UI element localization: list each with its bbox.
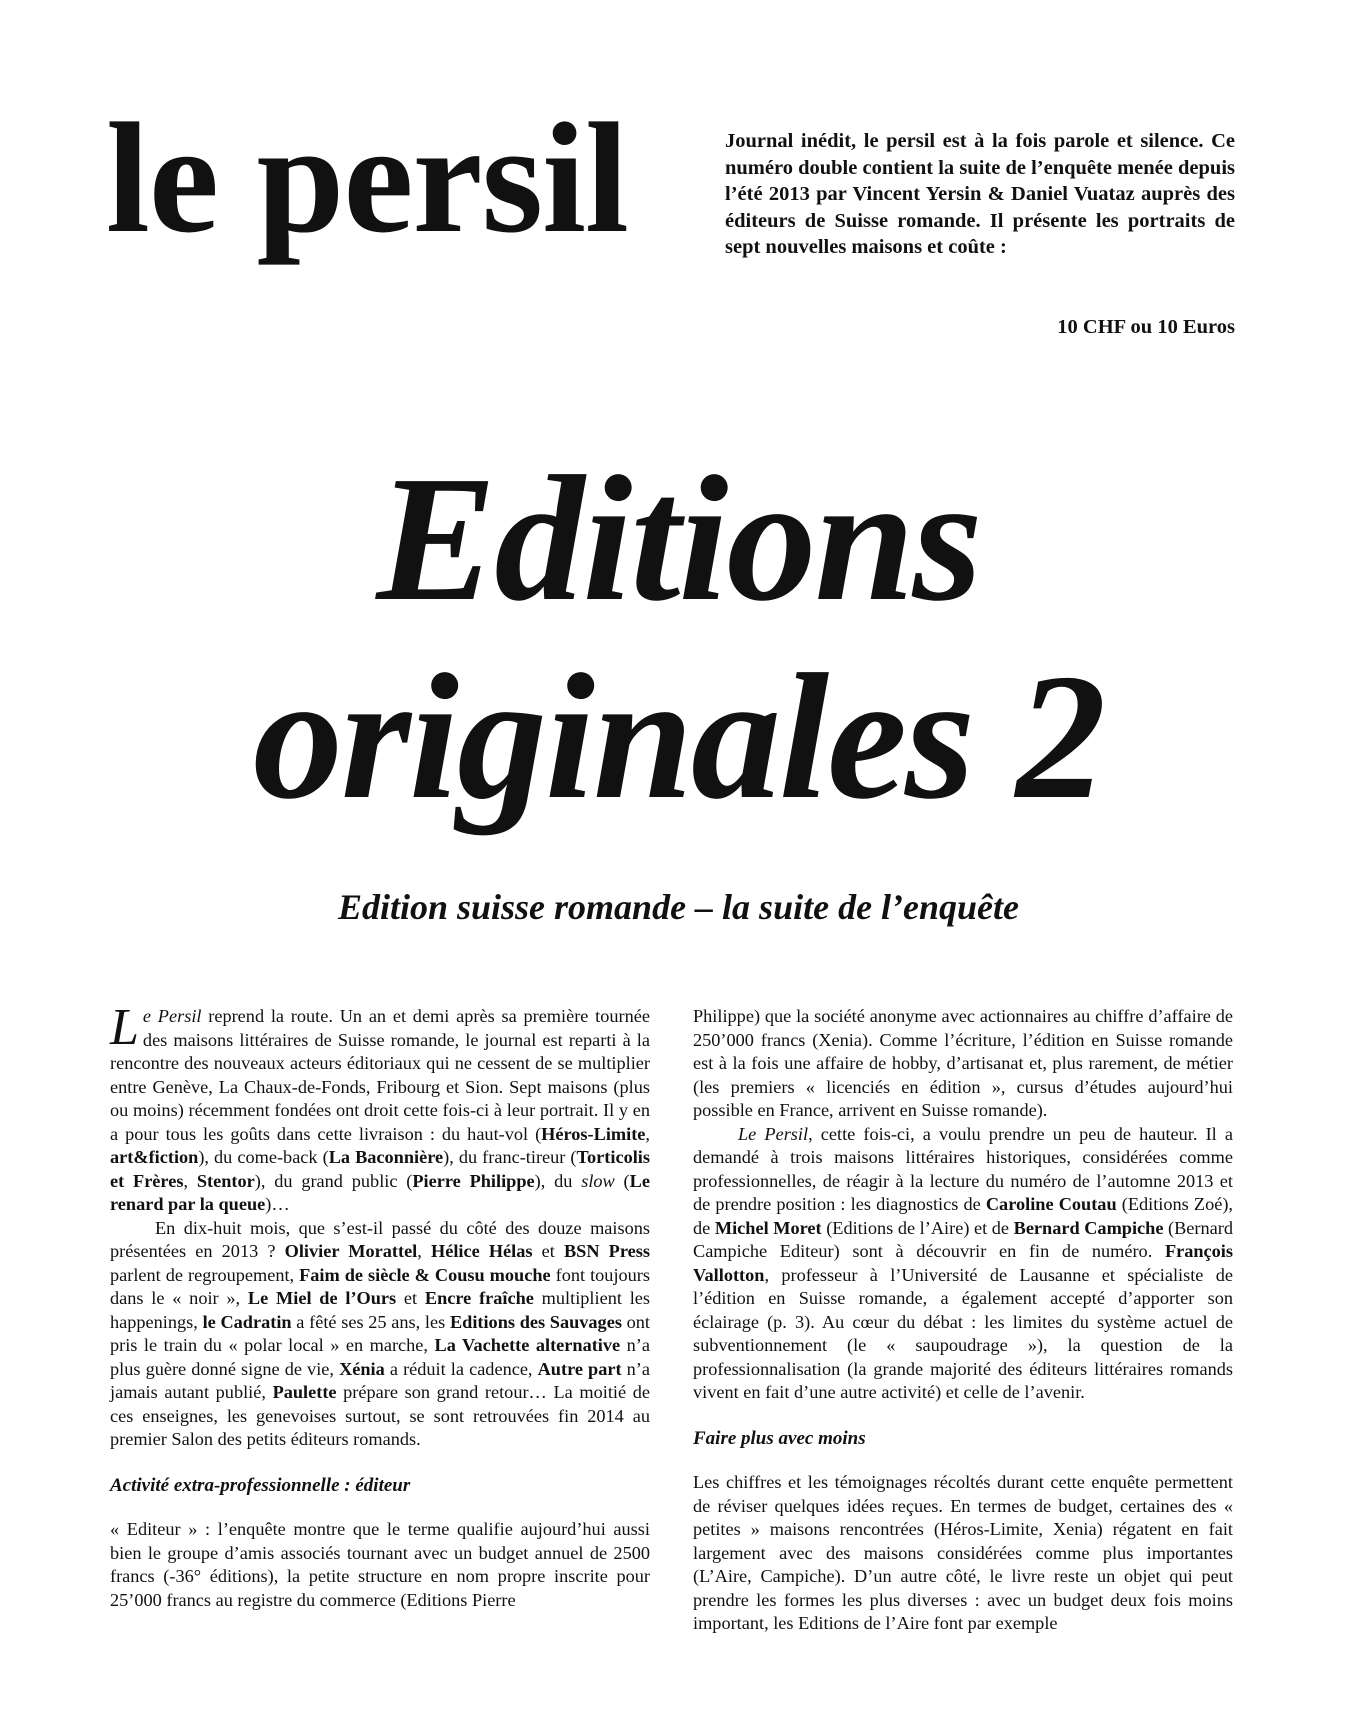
section-heading: Activité extra-professionnelle : éditeur: [110, 1474, 411, 1496]
publisher-name: Paulette: [272, 1382, 337, 1402]
publisher-name: Olivier Morattel: [284, 1241, 418, 1261]
text: ), du: [534, 1170, 582, 1191]
article-paragraph: Les chiffres et les témoignages récoltés durant cette enquête permettent de réviser quelques idées reçues. En termes de budget, certaines des « petites » maisons rencontrées (Héros-Limite, Xenia) régatent en fait largement avec des maisons considérées comme plus importantes (L’Aire, Campiche). D’un autre côté, le livre reste un objet qui peut prendre les formes les plus diverses : avec un budget deux fois moins important, les Editions de l’Aire font par exemple: [693, 1472, 1233, 1633]
publisher-name: Xénia: [339, 1358, 385, 1379]
italic-text: Le Persil: [738, 1123, 809, 1144]
text: ), du grand public (: [254, 1170, 413, 1191]
text: ), du come-back (: [198, 1147, 329, 1167]
text: ont pris le train du « polar local » en marche,: [110, 1311, 651, 1355]
text: )…: [265, 1194, 290, 1214]
text: ), du franc-tireur (: [443, 1147, 577, 1167]
text: reprend la route. Un an et demi après sa première tournée des maisons littéraires de Suisse romande, le journal est reparti à la rencontre des nouveaux acteurs éditoriaux qui ne cessent de se multiplier entre Genève, La Chaux-de-Fonds, Fribourg et Sion. Sept maisons (plus ou moins) récemment fondées ont droit cette fois-ci à leur portrait. Il y en a pour tous les goûts dans cette livraison : du haut-vol (: [110, 1006, 651, 1144]
masthead-title: le persil: [106, 91, 628, 266]
headline-line-2: originales 2: [252, 637, 1105, 836]
person-name: François Vallotton: [693, 1241, 1233, 1285]
publisher-name: Faim de siècle & Cousu mouche: [299, 1264, 551, 1285]
publisher-name: La Vachette alternative: [434, 1335, 621, 1355]
publisher-name: Autre part: [537, 1358, 622, 1379]
text: ,: [645, 1123, 650, 1144]
text: font toujours dans le « noir »,: [110, 1264, 651, 1308]
text: (Editions de l’Aire) et de: [821, 1217, 1014, 1238]
text: ,: [183, 1170, 197, 1191]
publisher-name: La Baconnière: [328, 1147, 444, 1167]
text: n’a plus guère donné signe de vie,: [110, 1335, 650, 1379]
article-paragraph: [693, 1123, 1233, 1405]
text: (Editions Zoé), de: [693, 1194, 1233, 1238]
publisher-name: Pierre Philippe: [412, 1170, 535, 1191]
publisher-name: Stentor: [196, 1170, 255, 1191]
main-headline: [0, 440, 1357, 836]
text: multiplient les happenings,: [110, 1288, 651, 1332]
publisher-name: Editions des Sauvages: [449, 1311, 622, 1332]
text: , cette fois-ci, a voulu prendre un peu de hauteur. Il a demandé à trois maisons littéraires historiques, considérées comme professionnelles, de réagir à la lecture du numéro de l’automne 2013 et de prendre position : les diagnostics de: [693, 1123, 1233, 1214]
publisher-name: Encre fraîche: [424, 1288, 534, 1308]
text: a fêté ses 25 ans, les: [291, 1311, 450, 1332]
publisher-name: Hélice Hélas: [430, 1241, 533, 1261]
text: (Bernard Campiche Editeur) sont à découvrir en fin de numéro.: [693, 1217, 1233, 1261]
publisher-name: Le Miel de l’Ours: [247, 1288, 397, 1308]
drop-cap: L: [110, 999, 139, 1056]
intro-paragraph: Journal inédit, le persil est à la fois parole et silence. Ce numéro double contient la suite de l’enquête menée depuis l’été 2013 par Vincent Yersin & Daniel Vuataz auprès des éditeurs de Suisse romande. Il présente les portraits de sept nouvelles maisons et coûte :: [725, 130, 1235, 258]
publisher-name: Héros-Limite: [541, 1123, 646, 1144]
price-line: 10 CHF ou 10 Euros: [1057, 316, 1235, 338]
text: ,: [417, 1241, 431, 1261]
publisher-name: BSN Press: [563, 1241, 650, 1261]
article-paragraph: « Editeur » : l’enquête montre que le terme qualifie aujourd’hui aussi bien le groupe d’amis associés tournant avec un budget annuel de 2500 francs (-36° éditions), la petite structure en nom propre inscrite pour 25’000 francs au registre du commerce (Editions Pierre: [110, 1519, 650, 1610]
person-name: Michel Moret: [714, 1217, 822, 1238]
text: prépare son grand retour… La moitié de ces enseignes, les genevoises surtout, se sont retrouvées fin 2014 au premier Salon des petits éditeurs romands.: [110, 1382, 650, 1449]
text: En dix-huit mois, que s’est-il passé du côté des douze maisons présentées en 2013 ?: [110, 1217, 650, 1261]
person-name: Caroline Coutau: [985, 1194, 1117, 1214]
section-heading: Faire plus avec moins: [693, 1427, 866, 1449]
text: a réduit la cadence,: [384, 1358, 538, 1379]
article-paragraph: [110, 1217, 650, 1452]
text: et: [532, 1241, 564, 1261]
article-paragraph: [110, 999, 651, 1217]
publisher-name: Torticolis et Frères: [110, 1147, 650, 1191]
article-paragraph: Philippe) que la société anonyme avec actionnaires au chiffre d’affaire de 250’000 francs (Xenia). Comme l’écriture, l’édition en Suisse romande est à la fois une affaire de hobby, d’artisanat et, plus rarement, de métier (les premiers « licenciés en édition », cursus d’études aujourd’hui possible en France, arrivent en Suisse romande).: [693, 1006, 1233, 1120]
text: (: [614, 1170, 630, 1191]
publisher-name: Le renard par la queue: [110, 1170, 650, 1214]
text: n’a jamais autant publié,: [110, 1358, 651, 1402]
italic-text: slow: [581, 1170, 615, 1191]
person-name: Bernard Campiche: [1013, 1217, 1164, 1238]
text: parlent de regroupement,: [110, 1264, 300, 1285]
text: , professeur à l’Université de Lausanne et spécialiste de l’édition en Suisse romande, a également accepté d’apporter son éclairage (p. 3). Au cœur du débat : les limites du système actuel de subventionnement (le « saupoudrage »), la question de la professionnalisation (la grande majorité des éditeurs littéraires romands vivent en fait d’une autre activité) et celle de l’avenir.: [693, 1264, 1233, 1402]
subtitle: Edition suisse romande – la suite de l’enquête: [337, 887, 1020, 927]
text: et: [396, 1288, 425, 1308]
headline-line-1: Editions: [376, 439, 981, 638]
publisher-name: art&fiction: [110, 1147, 199, 1167]
article-column-right: [693, 1005, 1233, 1636]
publisher-name: le Cadratin: [202, 1311, 292, 1332]
italic-text: e Persil: [142, 1006, 202, 1026]
article-column-left: [110, 999, 651, 1612]
